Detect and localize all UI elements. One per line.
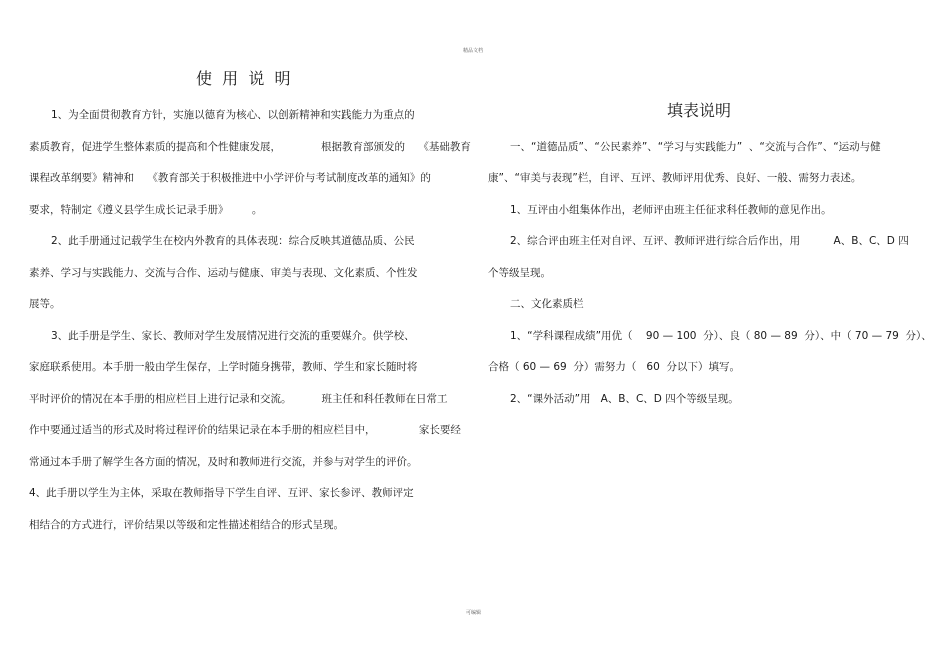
left-line-14: 相结合的方式进行，评价结果以等级和定性描述相结合的形式呈现。 [29, 519, 344, 531]
left-line-7: 展等。 [29, 298, 61, 310]
left-line-3: 课程改革纲要》精神和 《教育部关于积极推进中小学评价与考试制度改革的通知》的 [29, 172, 431, 184]
footer-note: 可编辑 [466, 610, 482, 616]
right-line-1: 一、“道德品质”、“公民素养”、“学习与实践能力” 、“交流与合作”、“运动与健 [510, 141, 881, 153]
right-line-3: 1、互评由小组集体作出，老师评由班主任征求科任教师的意见作出。 [510, 204, 832, 216]
left-line-8: 3、此手册是学生、家长、教师对学生发展情况进行交流的重要媒介。供学校、 [51, 330, 415, 342]
right-line-7: 1、“学科课程成绩”用优（ 90 — 100 分）、良（ 80 — 89 分）、中（ 70 — 79 分）、 [510, 330, 932, 342]
left-line-1: 1、为全面贯彻教育方针，实施以德育为核心、以创新精神和实践能力为重点的 [51, 109, 415, 121]
left-title: 使 用 说 明 [196, 69, 291, 88]
left-line-11: 作中要通过适当的形式及时将过程评价的结果记录在本手册的相应栏目中， 家长要经 [29, 424, 461, 436]
left-line-10: 平时评价的情况在本手册的相应栏目上进行记录和交流。 班主任和科任教师在日常工 [29, 393, 448, 405]
right-line-5: 个等级呈现。 [488, 267, 551, 279]
header-note: 精品文档 [463, 48, 484, 54]
left-line-4: 要求，特制定《遵义县学生成长记录手册》 。 [29, 204, 263, 216]
left-line-13: 4、此手册以学生为主体，采取在教师指导下学生自评、互评、家长参评、教师评定 [29, 487, 414, 499]
left-line-2: 素质教育，促进学生整体素质的提高和个性健康发展， 根据教育部颁发的 《基础教育 [29, 141, 471, 153]
left-line-9: 家庭联系使用。本手册一般由学生保存，上学时随身携带，教师、学生和家长随时将 [29, 361, 418, 373]
right-line-6: 二、文化素质栏 [510, 298, 584, 310]
right-line-2: 康”、“审美与表现”栏，自评、互评、教师评用优秀、良好、一般、需努力表述。 [488, 172, 862, 184]
right-title: 填表说明 [667, 101, 732, 120]
left-line-5: 2、此手册通过记载学生在校内外教育的具体表现：综合反映其道德品质、公民 [51, 235, 415, 247]
right-line-4: 2、综合评由班主任对自评、互评、教师评进行综合后作出，用 A、B、C、D 四 [510, 235, 909, 247]
right-line-8: 合格（ 60 — 69 分）需努力（ 60 分以下）填写。 [488, 361, 740, 373]
left-line-6: 素养、学习与实践能力、交流与合作、运动与健康、审美与表现、文化素质、个性发 [29, 267, 418, 279]
left-line-12: 常通过本手册了解学生各方面的情况，及时和教师进行交流，并参与对学生的评价。 [29, 456, 418, 468]
right-line-9: 2、“课外活动”用 A、B、C、D 四个等级呈现。 [510, 393, 739, 405]
